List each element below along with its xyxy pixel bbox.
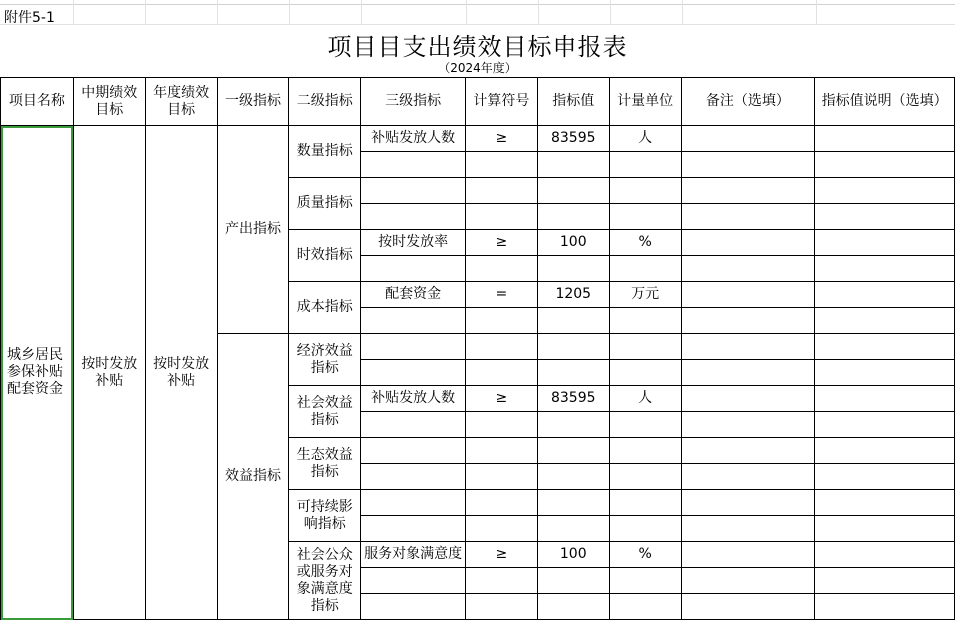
level3-cell[interactable] — [361, 438, 466, 464]
operator-cell[interactable]: ≥ — [465, 230, 537, 256]
column-divider — [145, 0, 146, 24]
unit-cell[interactable] — [609, 360, 681, 386]
explain-cell[interactable] — [815, 282, 955, 308]
remark-cell[interactable] — [681, 360, 815, 386]
header-unit[interactable]: 计量单位 — [609, 78, 681, 126]
unit-cell[interactable] — [609, 334, 681, 360]
level1-benefit-cell[interactable]: 效益指标 — [217, 334, 289, 620]
value-cell[interactable] — [537, 516, 609, 542]
performance-table — [0, 77, 955, 620]
column-divider — [816, 0, 817, 24]
midterm-goal-cell[interactable]: 按时发放补贴 — [73, 126, 145, 620]
unit-cell[interactable] — [609, 412, 681, 438]
explain-cell[interactable] — [815, 516, 955, 542]
remark-cell[interactable] — [681, 516, 815, 542]
column-divider — [538, 0, 539, 24]
level3-cell[interactable] — [361, 412, 466, 438]
header-project-name[interactable]: 项目名称 — [1, 78, 74, 126]
explain-cell[interactable] — [815, 490, 955, 516]
operator-cell[interactable]: ≥ — [465, 386, 537, 412]
level3-cell[interactable] — [361, 490, 466, 516]
unit-cell[interactable]: 人 — [609, 386, 681, 412]
explain-cell[interactable] — [815, 230, 955, 256]
value-cell[interactable] — [537, 204, 609, 230]
unit-cell[interactable] — [609, 152, 681, 178]
unit-cell[interactable] — [609, 516, 681, 542]
explain-cell[interactable] — [815, 256, 955, 282]
annex-label[interactable]: 附件5-1 — [4, 10, 55, 26]
explain-cell[interactable] — [815, 386, 955, 412]
explain-cell[interactable] — [815, 308, 955, 334]
remark-cell[interactable] — [681, 256, 815, 282]
row-divider — [0, 24, 955, 25]
explain-cell[interactable] — [815, 204, 955, 230]
unit-cell[interactable]: 人 — [609, 126, 681, 152]
header-level3[interactable]: 三级指标 — [361, 78, 466, 126]
unit-cell[interactable] — [609, 178, 681, 204]
value-cell[interactable] — [537, 594, 609, 620]
column-divider — [682, 0, 683, 24]
operator-cell[interactable] — [465, 334, 537, 360]
operator-cell[interactable] — [465, 568, 537, 594]
level2-economic-cell[interactable]: 经济效益指标 — [289, 334, 361, 386]
header-row — [1, 78, 955, 126]
value-cell[interactable] — [537, 412, 609, 438]
explain-cell[interactable] — [815, 360, 955, 386]
level3-cell[interactable] — [361, 568, 466, 594]
unit-cell[interactable] — [609, 594, 681, 620]
operator-cell[interactable] — [465, 412, 537, 438]
explain-cell[interactable] — [815, 438, 955, 464]
column-divider — [73, 0, 74, 24]
operator-cell[interactable] — [465, 490, 537, 516]
level3-cell[interactable] — [361, 152, 466, 178]
header-level2[interactable]: 二级指标 — [289, 78, 361, 126]
value-cell[interactable] — [537, 568, 609, 594]
header-midterm-goal[interactable]: 中期绩效目标 — [73, 78, 145, 126]
form-subtitle[interactable]: （2024年度） — [438, 61, 517, 75]
operator-cell[interactable] — [465, 308, 537, 334]
value-cell[interactable] — [537, 464, 609, 490]
operator-cell[interactable] — [465, 152, 537, 178]
remark-cell[interactable] — [681, 204, 815, 230]
column-divider — [361, 0, 362, 24]
explain-cell[interactable] — [815, 412, 955, 438]
header-annual-goal[interactable]: 年度绩效目标 — [145, 78, 217, 126]
unit-cell[interactable]: 万元 — [609, 282, 681, 308]
level2-ecological-cell[interactable]: 生态效益指标 — [289, 438, 361, 490]
unit-cell[interactable] — [609, 308, 681, 334]
explain-cell[interactable] — [815, 126, 955, 152]
operator-cell[interactable] — [465, 516, 537, 542]
value-cell[interactable]: 1205 — [537, 282, 609, 308]
project-name-cell[interactable]: 城乡居民参保补贴配套资金 — [1, 126, 74, 620]
remark-cell[interactable] — [681, 126, 815, 152]
remark-cell[interactable] — [681, 152, 815, 178]
explain-cell[interactable] — [815, 334, 955, 360]
operator-cell[interactable] — [465, 360, 537, 386]
level1-output-cell[interactable]: 产出指标 — [217, 126, 289, 334]
column-divider — [217, 0, 218, 24]
remark-cell[interactable] — [681, 542, 815, 568]
header-remark[interactable]: 备注（选填） — [681, 78, 815, 126]
header-level1[interactable]: 一级指标 — [217, 78, 289, 126]
level2-timeliness-cell[interactable]: 时效指标 — [289, 230, 361, 282]
level3-cell[interactable]: 按时发放率 — [361, 230, 466, 256]
level3-cell[interactable] — [361, 178, 466, 204]
operator-cell[interactable]: ≥ — [465, 542, 537, 568]
remark-cell[interactable] — [681, 412, 815, 438]
unit-cell[interactable]: % — [609, 542, 681, 568]
annual-goal-cell[interactable]: 按时发放补贴 — [145, 126, 217, 620]
unit-cell[interactable] — [609, 490, 681, 516]
level2-quality-cell[interactable]: 质量指标 — [289, 178, 361, 230]
remark-cell[interactable] — [681, 386, 815, 412]
remark-cell[interactable] — [681, 282, 815, 308]
explain-cell[interactable] — [815, 152, 955, 178]
header-value[interactable]: 指标值 — [537, 78, 609, 126]
operator-cell[interactable] — [465, 256, 537, 282]
value-cell[interactable] — [537, 308, 609, 334]
level3-cell[interactable] — [361, 464, 466, 490]
level3-cell[interactable] — [361, 334, 466, 360]
unit-cell[interactable]: % — [609, 230, 681, 256]
remark-cell[interactable] — [681, 438, 815, 464]
level3-cell[interactable]: 配套资金 — [361, 282, 466, 308]
level3-cell[interactable] — [361, 594, 466, 620]
remark-cell[interactable] — [681, 490, 815, 516]
level3-cell[interactable]: 服务对象满意度 — [361, 542, 466, 568]
value-cell[interactable] — [537, 360, 609, 386]
operator-cell[interactable] — [465, 178, 537, 204]
operator-cell[interactable] — [465, 204, 537, 230]
explain-cell[interactable] — [815, 178, 955, 204]
header-explain[interactable]: 指标值说明（选填） — [815, 78, 955, 126]
level3-cell[interactable] — [361, 360, 466, 386]
level2-cost-cell[interactable]: 成本指标 — [289, 282, 361, 334]
remark-cell[interactable] — [681, 568, 815, 594]
value-cell[interactable]: 83595 — [537, 126, 609, 152]
value-cell[interactable] — [537, 152, 609, 178]
header-operator[interactable]: 计算符号 — [465, 78, 537, 126]
level2-satisfaction-cell[interactable]: 社会公众或服务对象满意度指标 — [289, 542, 361, 620]
level2-sustainable-cell[interactable]: 可持续影响指标 — [289, 490, 361, 542]
remark-cell[interactable] — [681, 464, 815, 490]
value-cell[interactable]: 100 — [537, 542, 609, 568]
unit-cell[interactable] — [609, 204, 681, 230]
value-cell[interactable] — [537, 178, 609, 204]
remark-cell[interactable] — [681, 308, 815, 334]
column-divider — [466, 0, 467, 24]
column-divider — [610, 0, 611, 24]
explain-cell[interactable] — [815, 464, 955, 490]
explain-cell[interactable] — [815, 542, 955, 568]
level3-cell[interactable] — [361, 256, 466, 282]
level3-cell[interactable] — [361, 204, 466, 230]
column-header-strip — [0, 0, 955, 5]
unit-cell[interactable] — [609, 256, 681, 282]
unit-cell[interactable] — [609, 464, 681, 490]
unit-cell[interactable] — [609, 568, 681, 594]
operator-cell[interactable] — [465, 594, 537, 620]
level2-social-cell[interactable]: 社会效益指标 — [289, 386, 361, 438]
value-cell[interactable] — [537, 438, 609, 464]
value-cell[interactable] — [537, 490, 609, 516]
explain-cell[interactable] — [815, 568, 955, 594]
operator-cell[interactable]: ≥ — [465, 126, 537, 152]
operator-cell[interactable]: = — [465, 282, 537, 308]
level3-cell[interactable]: 补贴发放人数 — [361, 386, 466, 412]
remark-cell[interactable] — [681, 178, 815, 204]
explain-cell[interactable] — [815, 594, 955, 620]
operator-cell[interactable] — [465, 464, 537, 490]
remark-cell[interactable] — [681, 230, 815, 256]
operator-cell[interactable] — [465, 438, 537, 464]
column-divider — [289, 0, 290, 24]
form-title[interactable]: 项目目支出绩效目标申报表 — [327, 33, 628, 61]
remark-cell[interactable] — [681, 594, 815, 620]
level3-cell[interactable] — [361, 516, 466, 542]
level2-quantity-cell[interactable]: 数量指标 — [289, 126, 361, 178]
remark-cell[interactable] — [681, 334, 815, 360]
value-cell[interactable] — [537, 334, 609, 360]
value-cell[interactable]: 83595 — [537, 386, 609, 412]
value-cell[interactable]: 100 — [537, 230, 609, 256]
unit-cell[interactable] — [609, 438, 681, 464]
level3-cell[interactable]: 补贴发放人数 — [361, 126, 466, 152]
value-cell[interactable] — [537, 256, 609, 282]
table-row — [1, 126, 955, 152]
level3-cell[interactable] — [361, 308, 466, 334]
